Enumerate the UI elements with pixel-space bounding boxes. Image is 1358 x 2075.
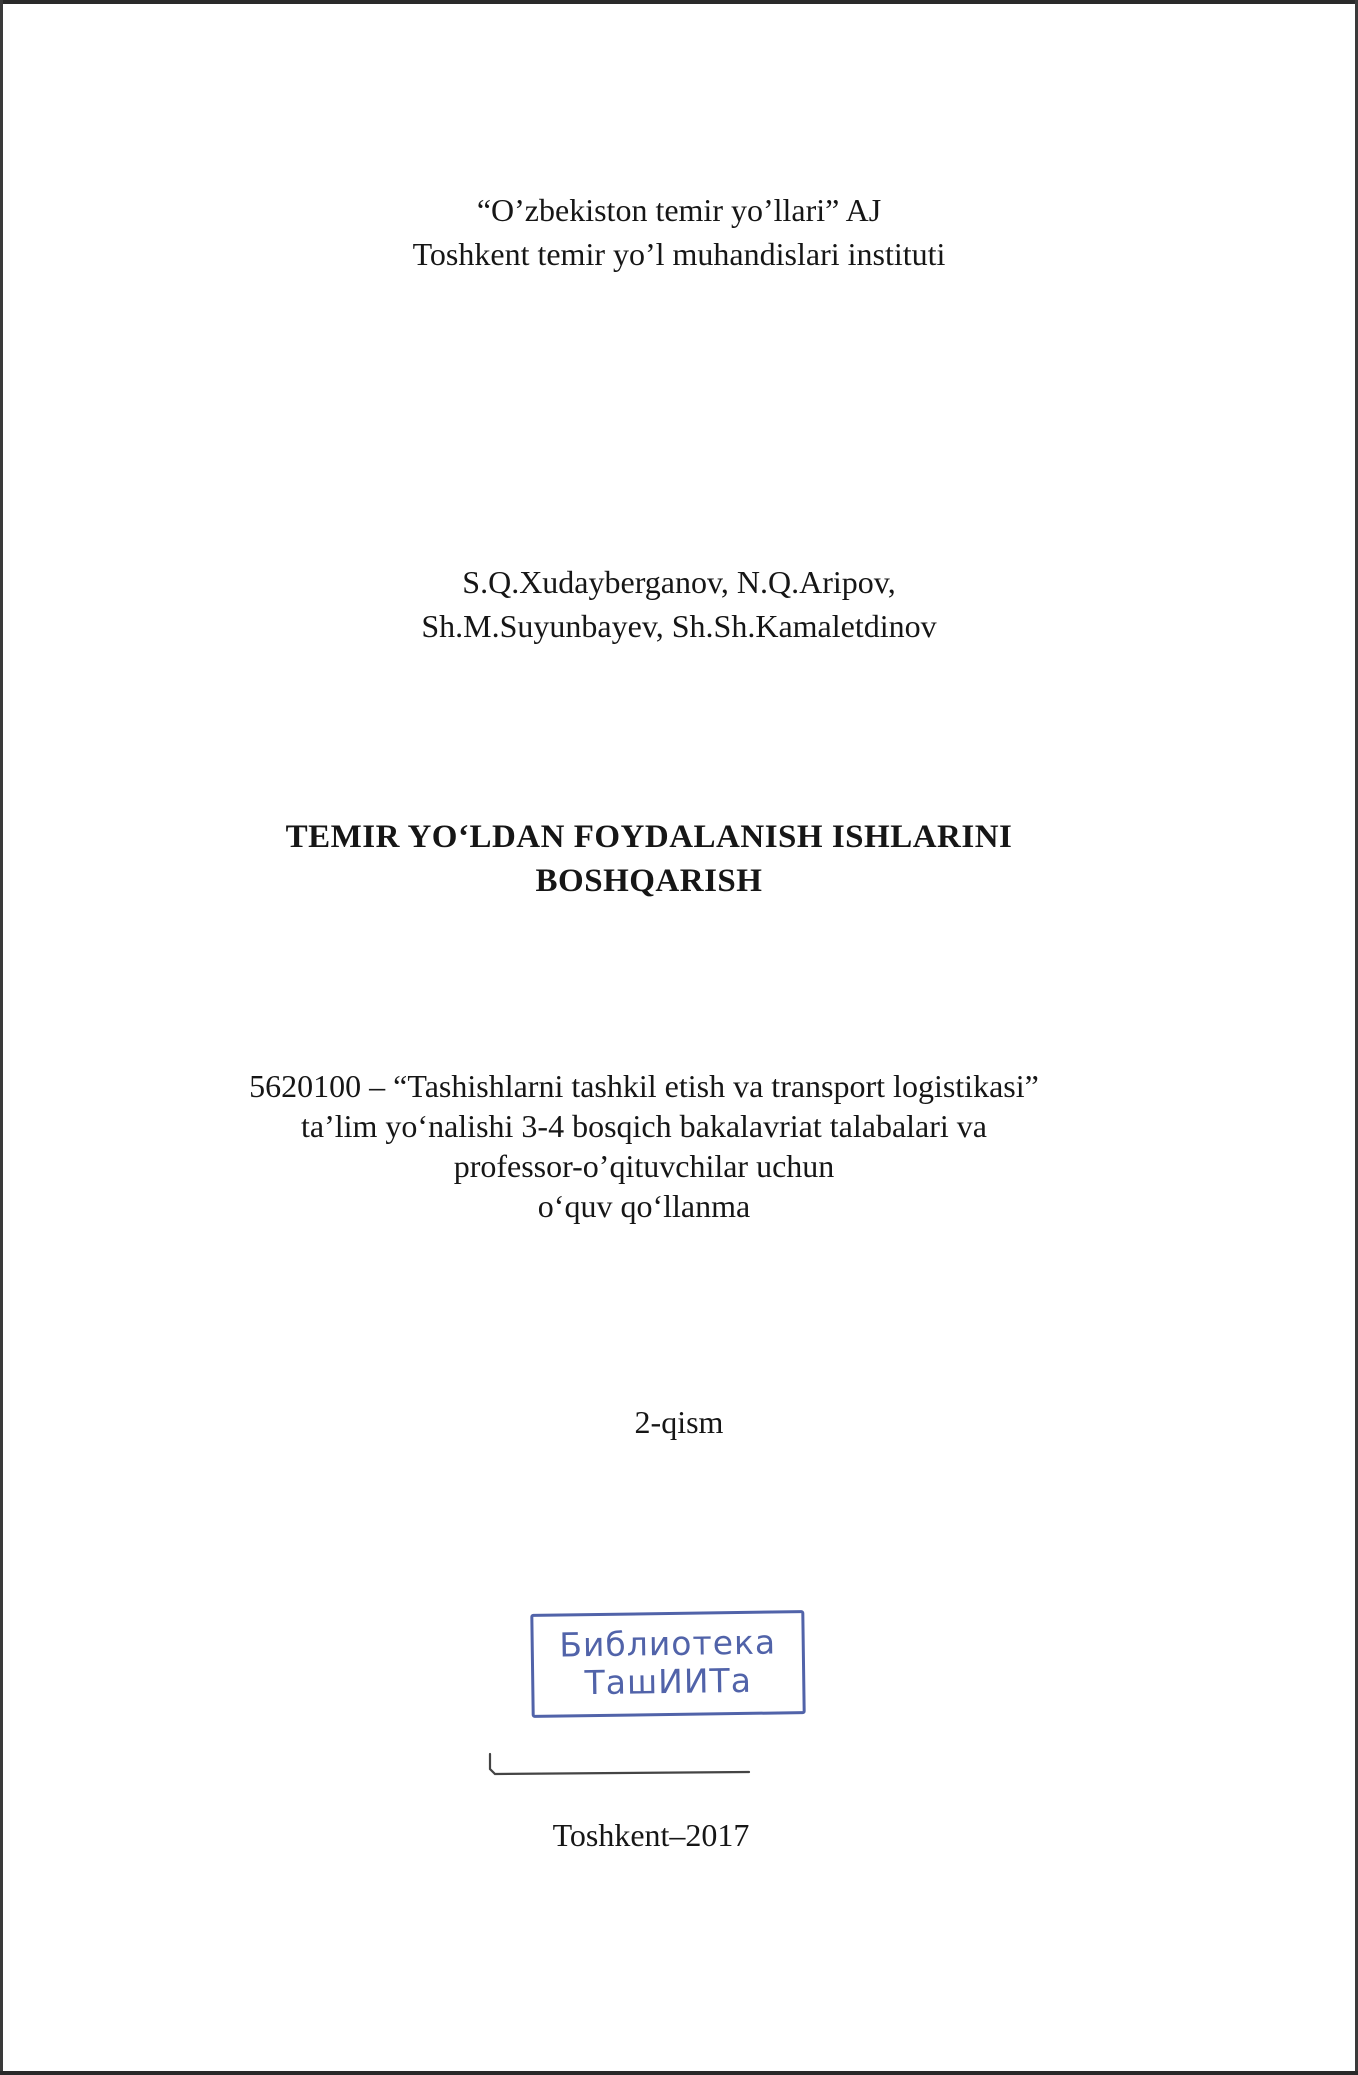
authors-block <box>0 560 1358 648</box>
description-line-4: o‘quv qo‘llanma <box>537 1188 751 1224</box>
signature-mark <box>487 1752 755 1782</box>
description-line-1: 5620100 – “Tashishlarni tashkil etish va transport logistikasi” <box>249 1068 1039 1104</box>
header-block <box>0 188 1358 276</box>
organization-name: “O’zbekiston temir yo’llari” AJ <box>476 192 882 228</box>
document-title <box>0 815 1328 903</box>
authors-line-1: S.Q.Xudayberganov, N.Q.Aripov, <box>462 564 896 600</box>
city-year: Toshkent–2017 <box>552 1817 750 1853</box>
signature-stroke <box>490 1754 749 1774</box>
footer-block <box>0 1815 1330 1855</box>
part-number: 2-qism <box>634 1404 724 1440</box>
title-line-2: BOSHQARISH <box>535 863 763 899</box>
title-line-1: TEMIR YO‘LDAN FOYDALANISH ISHLARINI <box>285 819 1013 855</box>
library-stamp <box>530 1610 805 1718</box>
page-border-bottom <box>0 2071 1358 2075</box>
part-label <box>0 1402 1358 1442</box>
stamp-line-2: ТашИИТа <box>584 1660 753 1703</box>
description-block <box>0 1066 1323 1226</box>
page-border-top <box>0 0 1358 4</box>
description-line-3: professor-o’qituvchilar uchun <box>453 1148 835 1184</box>
institute-name: Toshkent temir yo’l muhandislari instituti <box>412 236 946 272</box>
stamp-line-1: Библиотека <box>559 1622 777 1665</box>
page-border-left <box>0 0 3 2075</box>
description-line-2: ta’lim yo‘nalishi 3-4 bosqich bakalavriat talabalari va <box>301 1108 987 1144</box>
authors-line-2: Sh.M.Suyunbayev, Sh.Sh.Kamaletdinov <box>421 608 937 644</box>
